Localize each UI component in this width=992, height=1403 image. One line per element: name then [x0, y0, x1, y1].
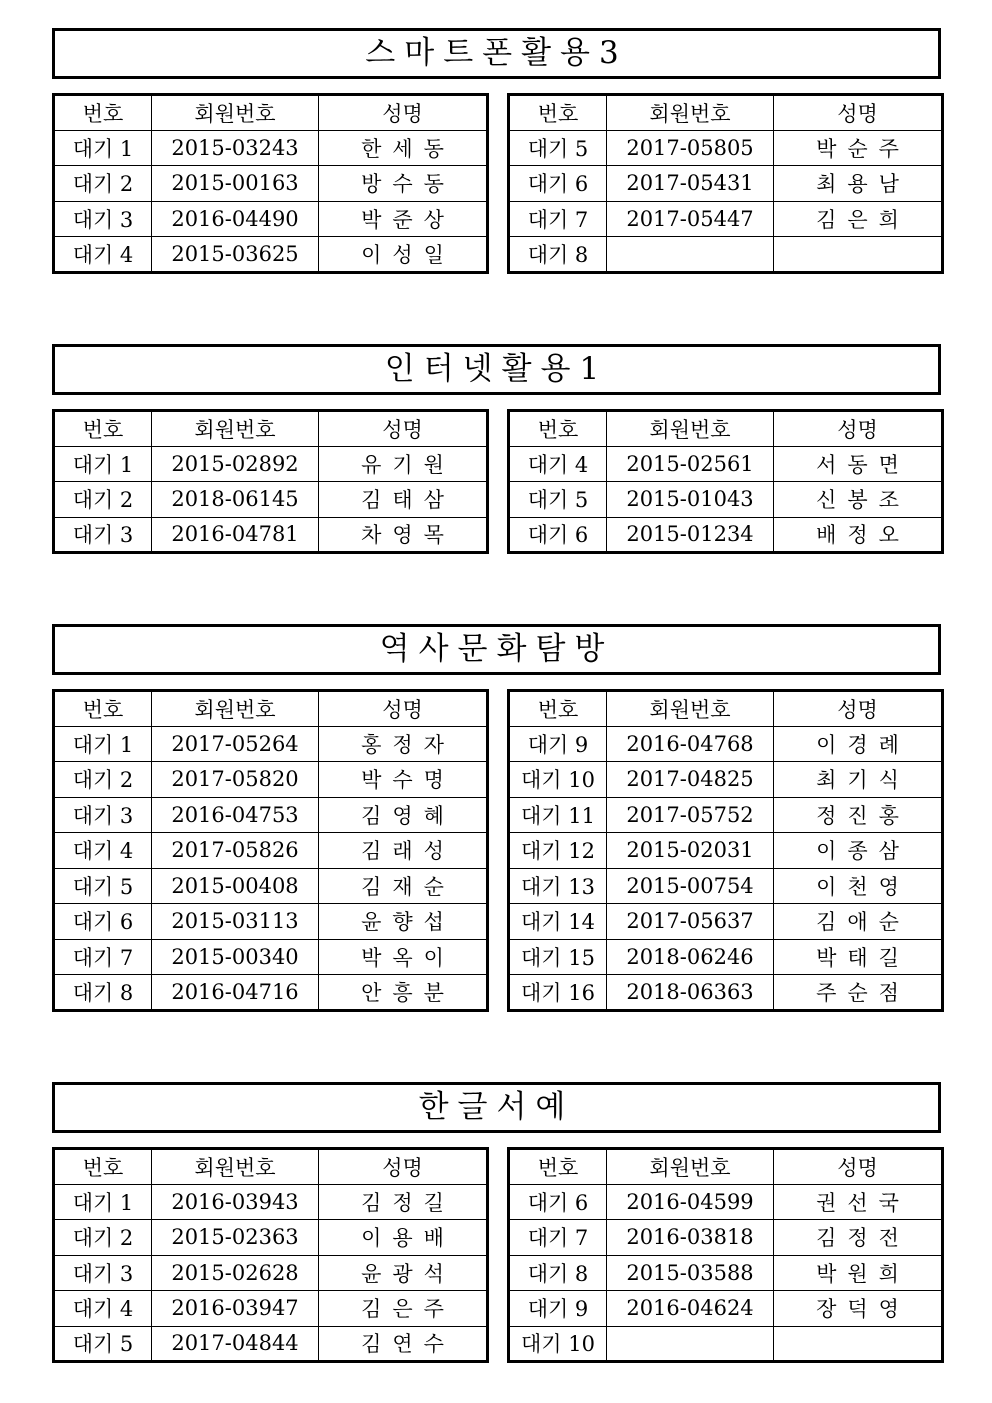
member-id-cell: 2016-04599: [607, 1184, 774, 1220]
member-id-cell: 2017-04825: [607, 762, 774, 798]
wait-number-cell: 대기 3: [54, 1255, 152, 1291]
member-id-cell: 2017-05264: [152, 726, 319, 762]
name-header: 성명: [774, 95, 943, 131]
table-row: [54, 201, 488, 237]
name-cell: 김애순: [774, 904, 943, 940]
table-row: [54, 517, 488, 553]
table-row: [509, 726, 943, 762]
wait-number-cell: 대기 16: [509, 975, 607, 1011]
name-header: 성명: [774, 411, 943, 447]
member-id-cell: 2015-00340: [152, 939, 319, 975]
wait-number-cell: 대기 2: [54, 482, 152, 518]
name-header: 성명: [774, 691, 943, 727]
table-row: [509, 868, 943, 904]
number-header: 번호: [509, 1149, 607, 1185]
wait-number-cell: 대기 7: [509, 1220, 607, 1256]
wait-number-cell: 대기 10: [509, 1326, 607, 1362]
member-id-cell: 2015-02628: [152, 1255, 319, 1291]
member-id-cell: [607, 1326, 774, 1362]
name-cell: 이종삼: [774, 833, 943, 869]
member-id-header: 회원번호: [152, 691, 319, 727]
name-cell: 박원희: [774, 1255, 943, 1291]
left-roster-table: [52, 409, 489, 554]
table-row: [54, 1326, 488, 1362]
wait-number-cell: 대기 1: [54, 726, 152, 762]
name-cell: 박순주: [774, 130, 943, 166]
wait-number-cell: 대기 8: [509, 1255, 607, 1291]
wait-number-cell: 대기 1: [54, 1184, 152, 1220]
right-roster-table: [507, 689, 944, 1012]
wait-number-cell: 대기 6: [509, 1184, 607, 1220]
member-id-cell: 2016-03818: [607, 1220, 774, 1256]
wait-number-cell: 대기 4: [54, 833, 152, 869]
header-row: [54, 1149, 488, 1185]
name-cell: 박옥이: [319, 939, 488, 975]
name-cell: 윤광석: [319, 1255, 488, 1291]
wait-number-cell: 대기 4: [54, 1291, 152, 1327]
wait-number-cell: 대기 4: [509, 446, 607, 482]
table-row: [509, 833, 943, 869]
member-id-header: 회원번호: [152, 95, 319, 131]
wait-number-cell: 대기 4: [54, 237, 152, 273]
table-row: [54, 975, 488, 1011]
wait-number-cell: 대기 3: [54, 201, 152, 237]
member-id-header: 회원번호: [152, 411, 319, 447]
section-title: 역사문화탐방: [52, 624, 941, 675]
member-id-cell: 2017-05752: [607, 797, 774, 833]
member-id-cell: 2018-06246: [607, 939, 774, 975]
header-row: [509, 411, 943, 447]
wait-number-cell: 대기 3: [54, 797, 152, 833]
member-id-cell: 2015-00754: [607, 868, 774, 904]
wait-number-cell: 대기 2: [54, 166, 152, 202]
wait-number-cell: 대기 7: [509, 201, 607, 237]
name-header: 성명: [319, 1149, 488, 1185]
table-row: [509, 201, 943, 237]
name-cell: 배정오: [774, 517, 943, 553]
name-cell: 김태삼: [319, 482, 488, 518]
name-cell: 장덕영: [774, 1291, 943, 1327]
member-id-cell: 2017-04844: [152, 1326, 319, 1362]
wait-number-cell: 대기 5: [54, 868, 152, 904]
wait-number-cell: 대기 3: [54, 517, 152, 553]
member-id-cell: 2017-05826: [152, 833, 319, 869]
member-id-header: 회원번호: [607, 691, 774, 727]
wait-number-cell: 대기 9: [509, 1291, 607, 1327]
member-id-cell: 2016-04768: [607, 726, 774, 762]
section-title: 인터넷활용1: [52, 344, 941, 395]
name-cell: 박준상: [319, 201, 488, 237]
name-header: 성명: [774, 1149, 943, 1185]
table-row: [54, 762, 488, 798]
table-row: [509, 1326, 943, 1362]
table-row: [54, 868, 488, 904]
wait-number-cell: 대기 14: [509, 904, 607, 940]
wait-number-cell: 대기 11: [509, 797, 607, 833]
member-id-cell: 2016-04624: [607, 1291, 774, 1327]
member-id-cell: 2015-02561: [607, 446, 774, 482]
table-row: [54, 726, 488, 762]
right-roster-table: [507, 93, 944, 274]
number-header: 번호: [54, 1149, 152, 1185]
number-header: 번호: [54, 95, 152, 131]
member-id-cell: 2015-01234: [607, 517, 774, 553]
table-row: [509, 237, 943, 273]
wait-number-cell: 대기 8: [509, 237, 607, 273]
member-id-cell: 2016-04781: [152, 517, 319, 553]
name-cell: 윤향섭: [319, 904, 488, 940]
member-id-cell: 2018-06363: [607, 975, 774, 1011]
table-row: [509, 1220, 943, 1256]
header-row: [54, 411, 488, 447]
table-row: [54, 797, 488, 833]
name-cell: 안흥분: [319, 975, 488, 1011]
right-roster-table: [507, 1147, 944, 1363]
wait-number-cell: 대기 15: [509, 939, 607, 975]
name-cell: 최용남: [774, 166, 943, 202]
table-row: [509, 446, 943, 482]
wait-number-cell: 대기 5: [54, 1326, 152, 1362]
name-cell: 김정길: [319, 1184, 488, 1220]
member-id-cell: 2015-03625: [152, 237, 319, 273]
wait-number-cell: 대기 7: [54, 939, 152, 975]
wait-number-cell: 대기 6: [509, 517, 607, 553]
name-cell: 박수명: [319, 762, 488, 798]
name-cell: 김래성: [319, 833, 488, 869]
table-row: [509, 166, 943, 202]
wait-number-cell: 대기 9: [509, 726, 607, 762]
wait-number-cell: 대기 5: [509, 130, 607, 166]
table-row: [509, 1291, 943, 1327]
member-id-cell: 2015-02031: [607, 833, 774, 869]
wait-number-cell: 대기 13: [509, 868, 607, 904]
table-row: [54, 130, 488, 166]
name-cell: 홍정자: [319, 726, 488, 762]
number-header: 번호: [509, 691, 607, 727]
table-row: [54, 1291, 488, 1327]
header-row: [54, 95, 488, 131]
left-roster-table: [52, 689, 489, 1012]
number-header: 번호: [54, 691, 152, 727]
name-cell: 박태길: [774, 939, 943, 975]
table-row: [509, 904, 943, 940]
number-header: 번호: [54, 411, 152, 447]
member-id-cell: 2017-05637: [607, 904, 774, 940]
left-roster-table: [52, 1147, 489, 1363]
header-row: [54, 691, 488, 727]
table-row: [509, 517, 943, 553]
name-cell: 김영혜: [319, 797, 488, 833]
name-cell: 김재순: [319, 868, 488, 904]
table-row: [54, 1184, 488, 1220]
member-id-cell: 2017-05431: [607, 166, 774, 202]
member-id-header: 회원번호: [607, 1149, 774, 1185]
right-roster-table: [507, 409, 944, 554]
section-title: 스마트폰활용3: [52, 28, 941, 79]
table-row: [54, 166, 488, 202]
header-row: [509, 95, 943, 131]
name-cell: 방수동: [319, 166, 488, 202]
name-cell: 이경례: [774, 726, 943, 762]
name-cell: 김정전: [774, 1220, 943, 1256]
wait-number-cell: 대기 1: [54, 130, 152, 166]
name-header: 성명: [319, 411, 488, 447]
table-row: [509, 482, 943, 518]
wait-number-cell: 대기 8: [54, 975, 152, 1011]
table-row: [509, 975, 943, 1011]
wait-number-cell: 대기 6: [54, 904, 152, 940]
member-id-cell: 2015-03588: [607, 1255, 774, 1291]
member-id-cell: 2015-00163: [152, 166, 319, 202]
member-id-cell: 2018-06145: [152, 482, 319, 518]
number-header: 번호: [509, 95, 607, 131]
name-cell: 이용배: [319, 1220, 488, 1256]
name-cell: [774, 237, 943, 273]
name-cell: 차영목: [319, 517, 488, 553]
name-cell: 주순점: [774, 975, 943, 1011]
number-header: 번호: [509, 411, 607, 447]
name-cell: 한세동: [319, 130, 488, 166]
member-id-cell: 2015-03243: [152, 130, 319, 166]
table-row: [509, 797, 943, 833]
member-id-cell: 2016-03947: [152, 1291, 319, 1327]
member-id-cell: 2015-01043: [607, 482, 774, 518]
member-id-cell: 2015-02363: [152, 1220, 319, 1256]
name-cell: 김은주: [319, 1291, 488, 1327]
name-cell: 신봉조: [774, 482, 943, 518]
table-row: [54, 833, 488, 869]
table-row: [509, 1255, 943, 1291]
member-id-header: 회원번호: [152, 1149, 319, 1185]
table-row: [54, 1220, 488, 1256]
table-row: [509, 130, 943, 166]
table-row: [54, 939, 488, 975]
table-row: [54, 237, 488, 273]
member-id-cell: 2017-05805: [607, 130, 774, 166]
member-id-cell: 2016-04490: [152, 201, 319, 237]
member-id-cell: 2016-04716: [152, 975, 319, 1011]
member-id-cell: 2016-04753: [152, 797, 319, 833]
member-id-cell: 2017-05820: [152, 762, 319, 798]
wait-number-cell: 대기 6: [509, 166, 607, 202]
member-id-cell: 2016-03943: [152, 1184, 319, 1220]
name-cell: 서동면: [774, 446, 943, 482]
name-cell: [774, 1326, 943, 1362]
header-row: [509, 1149, 943, 1185]
name-header: 성명: [319, 95, 488, 131]
wait-number-cell: 대기 5: [509, 482, 607, 518]
wait-number-cell: 대기 2: [54, 1220, 152, 1256]
table-row: [54, 904, 488, 940]
table-row: [509, 939, 943, 975]
wait-number-cell: 대기 1: [54, 446, 152, 482]
name-cell: 이성일: [319, 237, 488, 273]
left-roster-table: [52, 93, 489, 274]
name-cell: 권선국: [774, 1184, 943, 1220]
name-header: 성명: [319, 691, 488, 727]
table-row: [54, 482, 488, 518]
name-cell: 정진홍: [774, 797, 943, 833]
member-id-cell: 2015-02892: [152, 446, 319, 482]
table-row: [509, 762, 943, 798]
member-id-cell: 2015-00408: [152, 868, 319, 904]
member-id-cell: 2015-03113: [152, 904, 319, 940]
section-title: 한글서예: [52, 1082, 941, 1133]
name-cell: 이천영: [774, 868, 943, 904]
name-cell: 김은희: [774, 201, 943, 237]
wait-number-cell: 대기 10: [509, 762, 607, 798]
table-row: [509, 1184, 943, 1220]
member-id-cell: 2017-05447: [607, 201, 774, 237]
member-id-header: 회원번호: [607, 95, 774, 131]
name-cell: 유기원: [319, 446, 488, 482]
header-row: [509, 691, 943, 727]
table-row: [54, 446, 488, 482]
member-id-cell: [607, 237, 774, 273]
wait-number-cell: 대기 12: [509, 833, 607, 869]
name-cell: 최기식: [774, 762, 943, 798]
member-id-header: 회원번호: [607, 411, 774, 447]
name-cell: 김연수: [319, 1326, 488, 1362]
wait-number-cell: 대기 2: [54, 762, 152, 798]
table-row: [54, 1255, 488, 1291]
